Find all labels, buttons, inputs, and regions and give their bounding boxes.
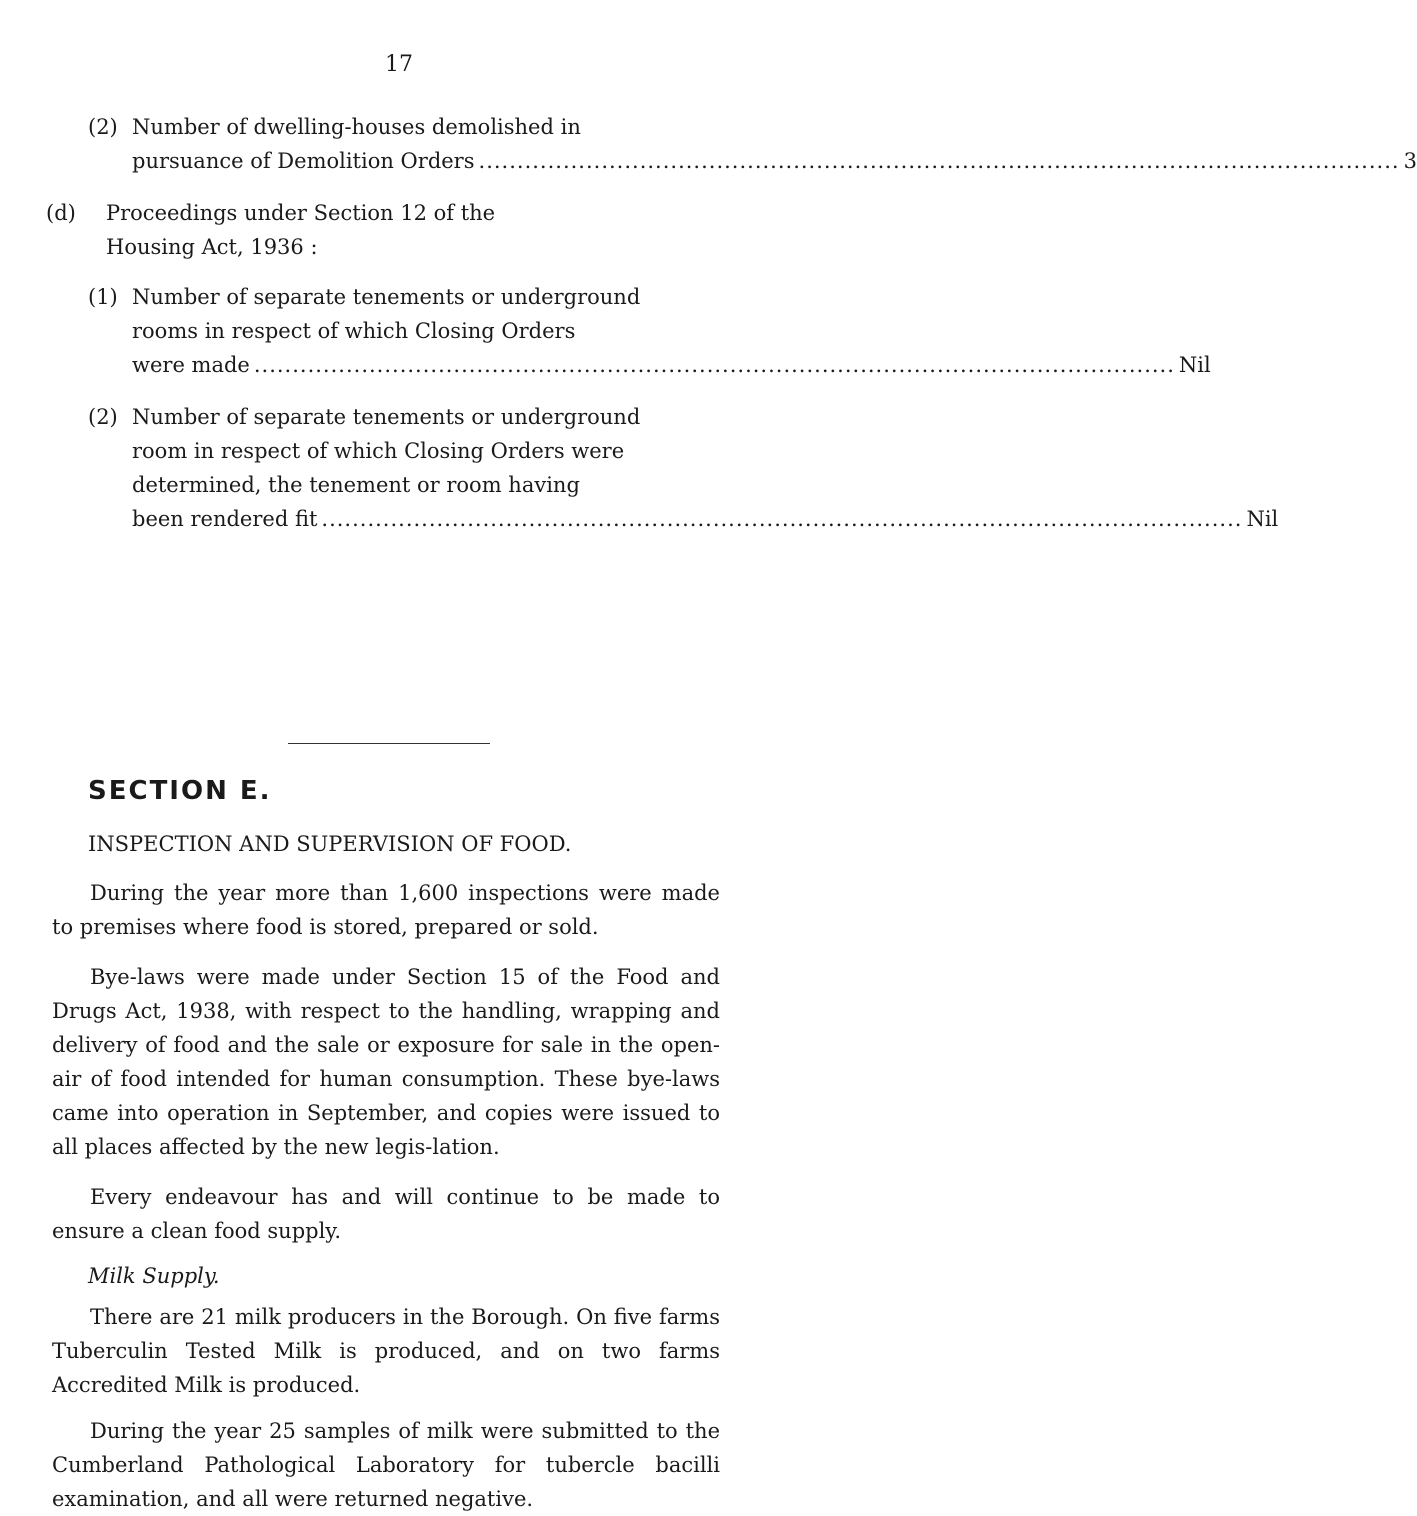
page-number: 17: [385, 52, 413, 77]
entry-last-line: [132, 502, 1279, 536]
entry-line: rooms in respect of which Closing Orders: [132, 319, 576, 343]
paragraph-milk-producers: [52, 1300, 720, 1402]
paragraph-text: Every endeavour has and will continue to be made to ensure a clean food supply.: [52, 1185, 720, 1243]
entry-last-line: [132, 348, 1211, 382]
section-divider: [288, 743, 490, 744]
entry-value: 3: [1403, 149, 1417, 173]
paragraph-bye-laws: [52, 960, 720, 1164]
entry-value: Nil: [1178, 353, 1211, 377]
milk-supply-heading: Milk Supply.: [88, 1264, 220, 1288]
entry-line: Housing Act, 1936 :: [106, 235, 318, 259]
entry-line: Proceedings under Section 12 of the: [106, 201, 496, 225]
paragraph-milk-samples: [52, 1414, 720, 1516]
leader-dots: ........................................................................................................................: [253, 353, 1175, 377]
paragraph-text: During the year 25 samples of milk were submitted to the Cumberland Pathological Laboratory for tubercle bacilli examination, and all were returned negative.: [52, 1419, 720, 1511]
entry-line: Number of separate tenements or underground: [132, 285, 641, 309]
leader-dots: ........................................................................................................................: [478, 149, 1400, 173]
paragraph-text: There are 21 milk producers in the Borough. On five farms Tuberculin Tested Milk is produced, and on two farms Accredited Milk is produced.: [52, 1305, 720, 1397]
leader-dots: ........................................................................................................................: [321, 507, 1243, 531]
paragraph-text: During the year more than 1,600 inspections were made to premises where food is stored, prepared or sold.: [52, 881, 720, 939]
entry-last-line: [132, 144, 1417, 178]
entry-text: were made: [132, 353, 250, 377]
entry-label: (d): [46, 201, 76, 225]
section-subheading: INSPECTION AND SUPERVISION OF FOOD.: [88, 832, 572, 856]
paragraph-text: Bye-laws were made under Section 15 of the Food and Drugs Act, 1938, with respect to the handling, wrapping and delivery of food and the sale or exposure for sale in the open-air of food intended for human consumption. These bye-laws came into operation in September, and copies were issued to all places affected by the new legis-lation.: [52, 965, 720, 1159]
entry-line: Number of dwelling-houses demolished in: [132, 115, 581, 139]
entry-label: (2): [88, 405, 118, 429]
entry-text: pursuance of Demolition Orders: [132, 149, 475, 173]
entry-line: determined, the tenement or room having: [132, 473, 580, 497]
entry-value: Nil: [1246, 507, 1279, 531]
entry-line: room in respect of which Closing Orders were: [132, 439, 625, 463]
entry-text: been rendered fit: [132, 507, 318, 531]
entry-label: (2): [88, 115, 118, 139]
entry-line: Number of separate tenements or underground: [132, 405, 641, 429]
section-heading: SECTION E.: [88, 776, 272, 806]
entry-label: (1): [88, 285, 118, 309]
paragraph-inspections: [52, 876, 720, 944]
paragraph-endeavour: [52, 1180, 720, 1248]
